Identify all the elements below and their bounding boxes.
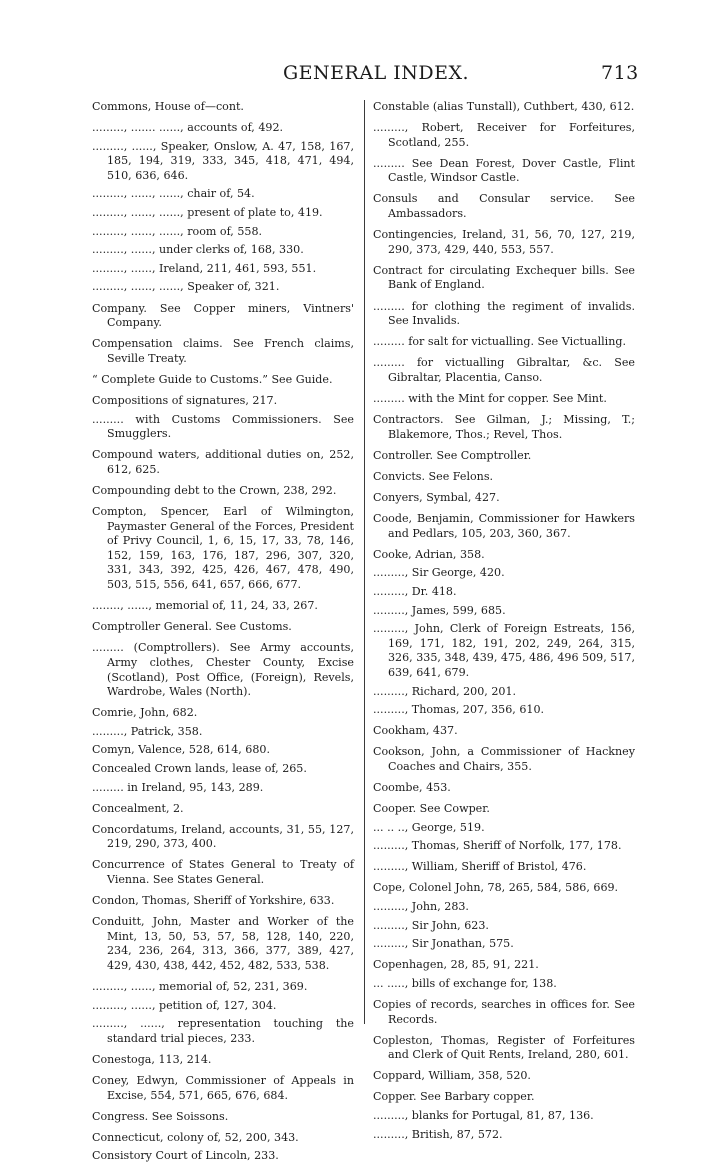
index-entry: ........., ......, Speaker, Onslow, A. 47, 158, 167, 185, 194, 319, 333, 345, 418, 471, 494, 510, 636, 646. xyxy=(92,139,354,182)
index-entry: ........., ......, ......, present of plate to, 419. xyxy=(92,206,323,220)
index-entry: Copenhagen, 28, 85, 91, 221. xyxy=(373,958,539,972)
index-entry: ........., Richard, 200, 201. xyxy=(373,684,517,698)
index-entry: Concealed Crown lands, lease of, 265. xyxy=(92,761,307,775)
index-entry: Cookham, 437. xyxy=(373,724,458,738)
index-entry: ........., British, 87, 572. xyxy=(373,1127,503,1141)
index-entry: Compensation claims. See French claims, Seville Treaty. xyxy=(92,337,354,365)
index-entry: ........., Sir Jonathan, 575. xyxy=(373,937,514,951)
index-entry: ........., John, 283. xyxy=(373,900,469,914)
index-entry: ........., Sir John, 623. xyxy=(373,918,489,932)
index-entry: Comrie, John, 682. xyxy=(92,706,198,720)
index-entry: ........., ......, ......, room of, 558. xyxy=(92,224,263,238)
index-entry: Conyers, Symbal, 427. xyxy=(373,490,500,504)
index-entry: ........., blanks for Portugal, 81, 87, 136. xyxy=(373,1109,594,1123)
index-entry: ......... for salt for victualling. See Victualling. xyxy=(373,335,626,349)
index-entry: ........., Patrick, 358. xyxy=(92,724,203,738)
index-entry: ........., ....... ......, accounts of, 492. xyxy=(92,121,284,135)
index-entry: Constable (alias Tunstall), Cuthbert, 430, 612. xyxy=(373,100,635,113)
index-entry: ........., Robert, Receiver for Forfeitures, Scotland, 255. xyxy=(373,121,635,149)
index-entry: Contractors. See Gilman, J.; Missing, T.; Blakemore, Thos.; Revel, Thos. xyxy=(373,413,635,441)
column-divider xyxy=(364,100,365,1024)
index-entry: Cooper. See Cowper. xyxy=(373,802,490,816)
index-entry: Cope, Colonel John, 78, 265, 584, 586, 669. xyxy=(373,881,619,895)
index-column-left xyxy=(92,100,354,1168)
index-entry: Company. See Copper miners, Vintners' Company. xyxy=(92,301,354,330)
index-entry: ........., Thomas, 207, 356, 610. xyxy=(373,703,545,717)
index-entry: Concealment, 2. xyxy=(92,801,184,815)
page-title: GENERAL INDEX. xyxy=(283,62,470,84)
index-entry: ........., ......, petition of, 127, 304. xyxy=(92,998,277,1012)
index-entry: ........., ......, Ireland, 211, 461, 593, 551. xyxy=(92,261,317,275)
index-entry: “ Complete Guide to Customs.” See Guide. xyxy=(92,372,333,386)
index-entry: Contingencies, Ireland, 31, 56, 70, 127, 219, 290, 373, 429, 440, 553, 557. xyxy=(373,228,635,256)
index-entry: ........., ......, ......, Speaker of, 321. xyxy=(92,280,280,294)
index-entry: Coombe, 453. xyxy=(373,780,451,794)
index-entry: Commons, House of—cont. xyxy=(92,100,244,113)
index-entry: Coney, Edwyn, Commissioner of Appeals in Excise, 554, 571, 665, 676, 684. xyxy=(92,1074,354,1102)
index-entry: Compton, Spencer, Earl of Wilmington, Paymaster General of the Forces, President of Privy Council, 1, 6, 15, 17, 33, 78, 146, 152, 159, 163, 176, 187, 296, 307, 320, 331, 343, 392, 425, 426, 467, 478, 490, 503, 515, 556, 641, 657, 666, 677. xyxy=(92,505,354,592)
index-entry: ........., William, Sheriff of Bristol, 476. xyxy=(373,860,587,874)
index-entry: ........., ......, memorial of, 52, 231, 369. xyxy=(92,980,308,994)
index-entry: Consuls and Consular service. See Ambassadors. xyxy=(373,192,635,221)
index-entry: Concurrence of States General to Treaty of Vienna. See States General. xyxy=(92,858,354,887)
index-column-right xyxy=(373,100,635,1146)
index-entry: ........., James, 599, 685. xyxy=(373,603,506,617)
index-entry: Cooke, Adrian, 358. xyxy=(373,547,485,561)
index-entry: Compounding debt to the Crown, 238, 292. xyxy=(92,483,337,497)
index-entry: ........., Thomas, Sheriff of Norfolk, 177, 178. xyxy=(373,839,622,853)
index-entry: Compositions of signatures, 217. xyxy=(92,394,278,407)
index-entry: ........., Sir George, 420. xyxy=(373,566,505,580)
index-entry: Coppard, William, 358, 520. xyxy=(373,1069,531,1083)
index-entry: ........., John, Clerk of Foreign Estreats, 156, 169, 171, 182, 191, 202, 249, 264, 315, 326, 335, 348, 439, 475, 486, 496 509, 517, 639, 641, 679. xyxy=(373,622,635,679)
index-entry: ......... (Comptrollers). See Army accounts, Army clothes, Chester County, Excise (Scotland), Post Office, (Foreign), Revels, Wardrobe, Wales (North). xyxy=(92,641,354,699)
index-entry: Convicts. See Felons. xyxy=(373,469,494,483)
index-entry: Conestoga, 113, 214. xyxy=(92,1052,212,1066)
index-entry: ........., ......, under clerks of, 168, 330. xyxy=(92,243,304,257)
index-entry: Concordatums, Ireland, accounts, 31, 55, 127, 219, 290, 373, 400. xyxy=(92,822,354,851)
index-entry: Consistory Court of Lincoln, 233. xyxy=(92,1149,279,1163)
index-entry: ........., ......, ......, chair of, 54. xyxy=(92,187,255,201)
index-entry: ......... See Dean Forest, Dover Castle, Flint Castle, Windsor Castle. xyxy=(373,156,635,185)
index-entry: ... ....., bills of exchange for, 138. xyxy=(373,976,557,990)
index-entry: Conduitt, John, Master and Worker of the Mint, 13, 50, 53, 57, 58, 128, 140, 220, 234, 236, 264, 313, 366, 377, 389, 427, 429, 430, 438, 442, 452, 482, 533, 538. xyxy=(92,915,354,972)
index-entry: ........., Dr. 418. xyxy=(373,584,457,598)
index-entry: Congress. See Soissons. xyxy=(92,1109,229,1123)
index-entry: ......... with the Mint for copper. See Mint. xyxy=(373,392,607,405)
index-entry: Comyn, Valence, 528, 614, 680. xyxy=(92,743,271,757)
index-entry: ......... for victualling Gibraltar, &c. See Gibraltar, Placentia, Canso. xyxy=(373,356,635,384)
index-entry: Condon, Thomas, Sheriff of Yorkshire, 633. xyxy=(92,894,335,908)
index-entry: Coode, Benjamin, Commissioner for Hawkers and Pedlars, 105, 203, 360, 367. xyxy=(373,512,635,540)
index-entry: Compound waters, additional duties on, 252, 612, 625. xyxy=(92,448,354,476)
index-entry: Cookson, John, a Commissioner of Hackney Coaches and Chairs, 355. xyxy=(373,745,635,773)
page-number: 713 xyxy=(601,62,639,84)
index-entry: Copleston, Thomas, Register of Forfeitures and Clerk of Quit Rents, Ireland, 280, 601. xyxy=(373,1033,635,1062)
index-entry: ......... for clothing the regiment of invalids. See Invalids. xyxy=(373,299,635,328)
index-entry: ......... with Customs Commissioners. See Smugglers. xyxy=(92,412,354,441)
index-entry: ......... in Ireland, 95, 143, 289. xyxy=(92,780,264,794)
index-entry: Controller. See Comptroller. xyxy=(373,448,532,462)
index-entry: ........., ......, representation touching the standard trial pieces, 233. xyxy=(92,1017,354,1045)
index-entry: Connecticut, colony of, 52, 200, 343. xyxy=(92,1130,299,1144)
index-entry: Comptroller General. See Customs. xyxy=(92,620,292,634)
index-entry: Contract for circulating Exchequer bills. See Bank of England. xyxy=(373,263,635,292)
index-entry: Copper. See Barbary copper. xyxy=(373,1090,535,1104)
index-entry: ........, ......, memorial of, 11, 24, 33, 267. xyxy=(92,599,318,613)
index-entry: ... .. .., George, 519. xyxy=(373,820,485,834)
index-entry: Copies of records, searches in offices for. See Records. xyxy=(373,998,635,1026)
